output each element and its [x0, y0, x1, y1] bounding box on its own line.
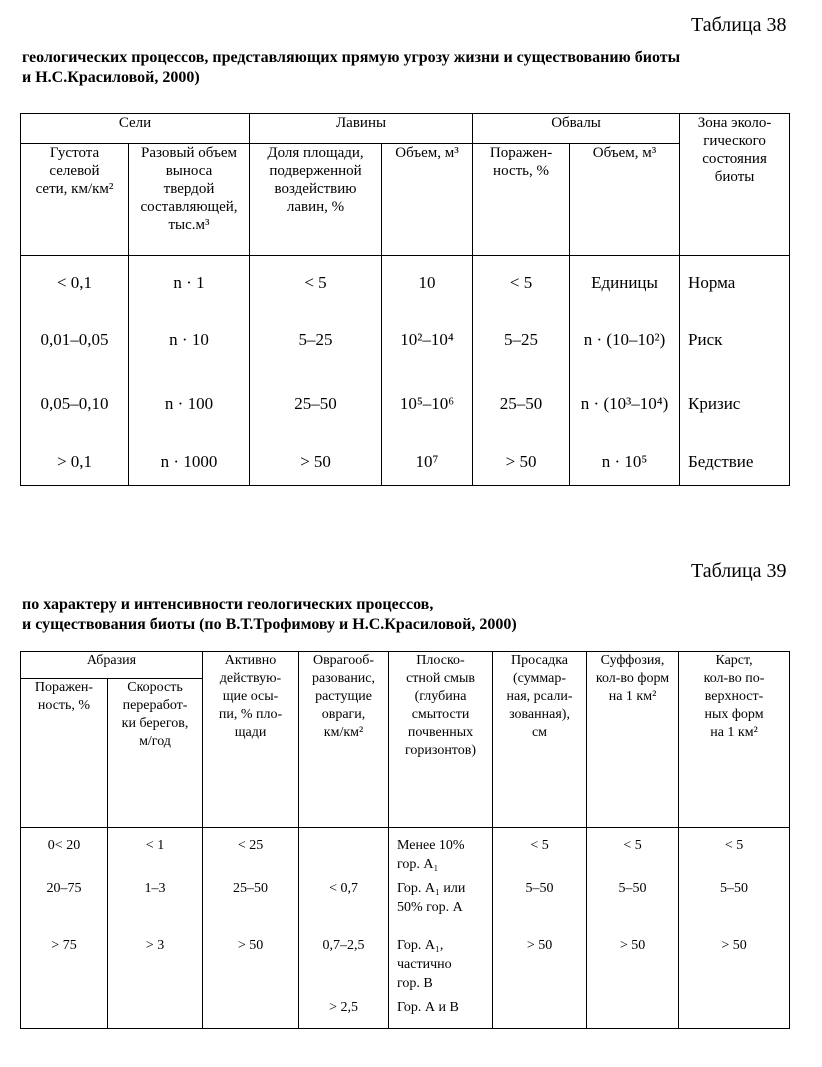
table-39: [20, 651, 790, 1029]
caption-line: и Н.С.Красиловой, 2000): [22, 69, 200, 86]
table-row: [21, 439, 790, 486]
cell: Менее 10% гор. А₁: [389, 828, 493, 875]
cell: 25–50: [473, 369, 570, 439]
cell: > 50: [493, 932, 587, 994]
cell: 10²–10⁴: [382, 310, 473, 369]
cell: 5–50: [679, 874, 790, 932]
cell: 0< 20: [21, 828, 108, 875]
cell: [679, 994, 790, 1028]
cell: 0,7–2,5: [299, 932, 389, 994]
header-laviny: Лавины: [250, 114, 473, 144]
cell: [203, 994, 299, 1028]
header-karst: Карст, кол-во по- верхност- ных форм на 1 км²: [679, 652, 790, 828]
cell: > 50: [203, 932, 299, 994]
cell: < 5: [679, 828, 790, 875]
header-zona: Зона эколо- гического состояния биоты: [680, 114, 790, 256]
table-row: [21, 310, 790, 369]
cell: Гор. А и В: [389, 994, 493, 1028]
cell: [493, 994, 587, 1028]
cell: 5–50: [587, 874, 679, 932]
header-obem-seli: Разовый объем выноса твердой составляющей, тыс.м³: [129, 144, 250, 256]
header-abraziya: Абразия: [21, 652, 203, 679]
cell: Норма: [680, 256, 790, 311]
caption-line: по характеру и интенсивности геологических процессов,: [22, 596, 434, 613]
cell: [299, 828, 389, 875]
table-38-caption: [22, 48, 680, 88]
cell: > 75: [21, 932, 108, 994]
cell: 0,05–0,10: [21, 369, 129, 439]
cell: [587, 994, 679, 1028]
cell: Гор. А₁ или 50% гор. А: [389, 874, 493, 932]
header-gustota: Густота селевой сети, км/км²: [21, 144, 129, 256]
cell: 0,01–0,05: [21, 310, 129, 369]
header-porazh: Поражен- ность, %: [21, 679, 108, 828]
header-obem-obv: Объем, м³: [570, 144, 680, 256]
cell: [21, 994, 108, 1028]
cell: > 3: [108, 932, 203, 994]
cell: 10⁵–10⁶: [382, 369, 473, 439]
cell: 5–50: [493, 874, 587, 932]
cell: n · 1000: [129, 439, 250, 486]
cell: 5–25: [473, 310, 570, 369]
cell: n · 10⁵: [570, 439, 680, 486]
cell: 10⁷: [382, 439, 473, 486]
table-39-number: Таблица 39: [691, 560, 787, 582]
header-porazh: Поражен- ность, %: [473, 144, 570, 256]
cell: 25–50: [203, 874, 299, 932]
table-row: [21, 256, 790, 311]
cell: 25–50: [250, 369, 382, 439]
cell: n · 1: [129, 256, 250, 311]
cell: < 0,1: [21, 256, 129, 311]
cell: > 0,1: [21, 439, 129, 486]
cell: < 5: [473, 256, 570, 311]
cell: > 50: [473, 439, 570, 486]
header-dolya: Доля площади, подверженной воздействию лавин, %: [250, 144, 382, 256]
table-38: [20, 113, 790, 486]
cell: [108, 994, 203, 1028]
cell: 1–3: [108, 874, 203, 932]
table-39-caption: [22, 595, 517, 635]
caption-line: геологических процессов, представляющих прямую угрозу жизни и существованию биоты: [22, 49, 681, 66]
header-suffoziya: Суффозия, кол-во форм на 1 км²: [587, 652, 679, 828]
cell: n · (10³–10⁴): [570, 369, 680, 439]
cell: n · (10–10²): [570, 310, 680, 369]
cell: < 5: [250, 256, 382, 311]
cell: Бедствие: [680, 439, 790, 486]
cell: < 5: [587, 828, 679, 875]
header-prosadka: Просадка (суммар- ная, рсали- зованная), см: [493, 652, 587, 828]
cell: > 50: [587, 932, 679, 994]
cell: > 50: [679, 932, 790, 994]
cell: Риск: [680, 310, 790, 369]
header-smyv: Плоско- стной смыв (глубина смытости почвенных горизонтов): [389, 652, 493, 828]
caption-line: и существования биоты (по В.Т.Трофимову и Н.С.Красиловой, 2000): [22, 616, 517, 633]
cell: n · 100: [129, 369, 250, 439]
table-row: [21, 932, 790, 994]
table-38-number: Таблица 38: [691, 14, 787, 36]
table-row: [21, 994, 790, 1028]
cell: < 5: [493, 828, 587, 875]
header-seli: Сели: [21, 114, 250, 144]
cell: Единицы: [570, 256, 680, 311]
cell: Гор. А₁, частично гор. В: [389, 932, 493, 994]
header-obem-lav: Объем, м³: [382, 144, 473, 256]
table-row: [21, 369, 790, 439]
table-row: [21, 874, 790, 932]
header-skorost: Скорость переработ- ки берегов, м/год: [108, 679, 203, 828]
cell: < 0,7: [299, 874, 389, 932]
cell: > 50: [250, 439, 382, 486]
cell: < 25: [203, 828, 299, 875]
header-obvaly: Обвалы: [473, 114, 680, 144]
cell: 10: [382, 256, 473, 311]
table-row: [21, 828, 790, 875]
cell: n · 10: [129, 310, 250, 369]
cell: < 1: [108, 828, 203, 875]
cell: 5–25: [250, 310, 382, 369]
cell: Кризис: [680, 369, 790, 439]
header-aktivnye: Активно действую- щие осы- пи, % пло- щади: [203, 652, 299, 828]
cell: > 2,5: [299, 994, 389, 1028]
header-ovragi: Оврагооб- разованис, растущие овраги, км/км²: [299, 652, 389, 828]
cell: 20–75: [21, 874, 108, 932]
